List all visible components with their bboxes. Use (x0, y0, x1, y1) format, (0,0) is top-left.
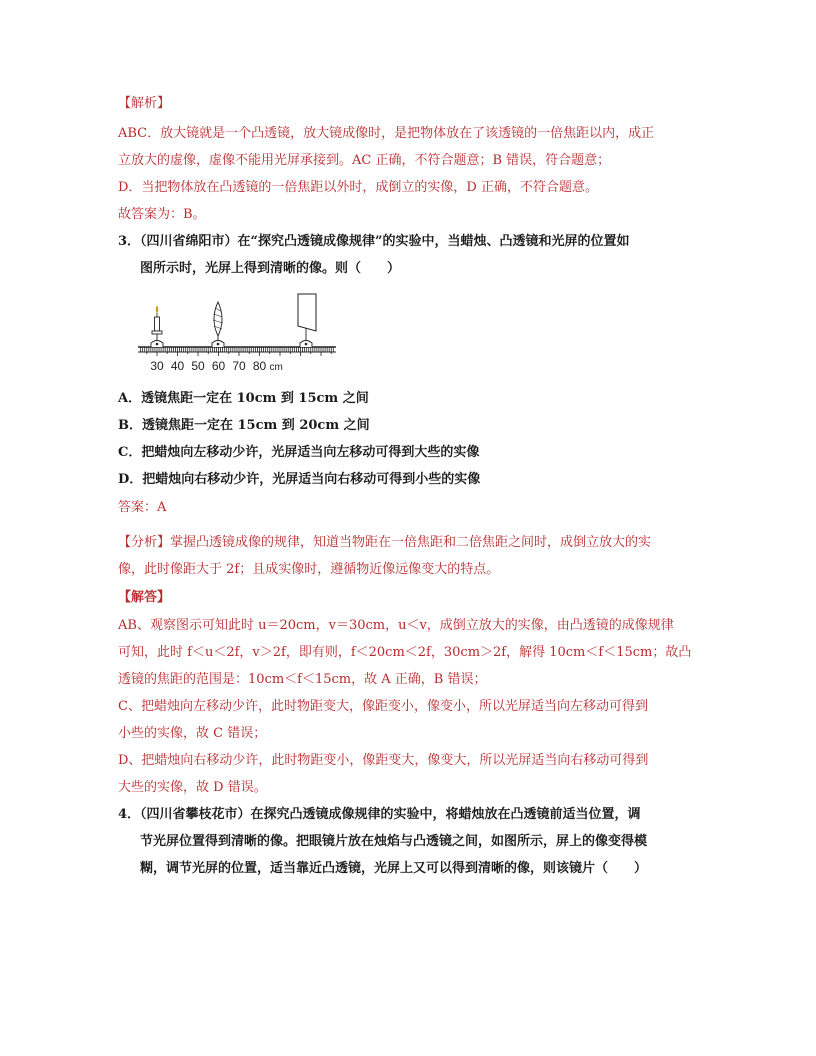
solution-line: 透镜的焦距的范围是：10cm＜f＜15cm，故 A 正确，B 错误； (118, 672, 487, 687)
option-d: D．把蜡烛向右移动少许，光屏适当向右移动可得到小些的实像 (118, 472, 481, 487)
solution-line: D、把蜡烛向右移动少许，此时物距变小，像距变大，像变大，所以光屏适当向右移动可得到 (118, 753, 649, 768)
question-4-stem: 4．（四川省攀枝花市）在探究凸透镜成像规律的实验中，将蜡烛放在凸透镜前适当位置，调 (118, 807, 641, 822)
answer-text: 答案：A (118, 500, 167, 515)
analysis-text-line: D．当把物体放在凸透镜的一倍焦距以外时，成倒立的实像，D 正确，不符合题意。 (118, 180, 598, 195)
solution-line: C、把蜡烛向左移动少许，此时物距变大，像距变小，像变小，所以光屏适当向左移动可得到 (118, 699, 648, 714)
ruler-label: 30 (150, 359, 164, 373)
ruler-ticks (141, 347, 334, 356)
option-c: C．把蜡烛向左移动少许，光屏适当向左移动可得到大些的实像 (118, 445, 480, 460)
optical-bench-diagram (136, 292, 336, 384)
analysis-line: 像，此时像距大于 2f；且成实像时，遵循物近像远像变大的特点。 (118, 562, 500, 577)
ruler-label: 50 (191, 359, 205, 373)
convex-lens (212, 302, 224, 347)
answer-text: 故答案为：B。 (118, 207, 206, 222)
light-screen (298, 294, 316, 347)
analysis-text-line: ABC．放大镜就是一个凸透镜，放大镜成像时，是把物体放在了该透镜的一倍焦距以内，成正 (118, 126, 655, 141)
section-heading-analysis: 【解析】 (118, 96, 171, 111)
option-b: B．透镜焦距一定在 15cm 到 20cm 之间 (118, 418, 370, 433)
analysis-text-line: 立放大的虚像，虚像不能用光屏承接到。AC 正确，不符合题意；B 错误，符合题意； (118, 153, 611, 168)
ruler-label: 60 (211, 359, 226, 373)
question-3-stem: 3．（四川省绵阳市）在“探究凸透镜成像规律”的实验中，当蜡烛、凸透镜和光屏的位置如 (118, 234, 630, 249)
analysis-line: 【分析】掌握凸透镜成像的规律，知道当物距在一倍焦距和二倍焦距之间时，成倒立放大的实 (118, 535, 652, 550)
candle (151, 306, 163, 347)
solution-line: 可知，此时 f＜u＜2f，v＞2f，即有则，f＜20cm＜2f，30cm＞2f，解得 10cm＜f＜15cm；故凸 (118, 645, 692, 660)
ruler-label: 40 (170, 359, 185, 373)
ruler-labels (150, 359, 283, 373)
ruler-label: 80 (252, 359, 267, 373)
solution-line: 小些的实像，故 C 错误； (118, 726, 267, 741)
ruler-unit: cm (269, 362, 283, 373)
ruler-label: 70 (232, 359, 246, 373)
question-4-stem-cont: 节光屏位置得到清晰的像。把眼镜片放在烛焰与凸透镜之间，如图所示，屏上的像变得模 (140, 834, 648, 849)
solution-heading: 【解答】 (118, 590, 171, 605)
question-3-stem-cont: 图所示时，光屏上得到清晰的像。则（ ） (140, 261, 401, 276)
solution-line: AB、观察图示可知此时 u＝20cm，v＝30cm，u＜v，成倒立放大的实像，由凸透镜的成像规律 (118, 618, 674, 633)
question-4-stem-cont: 糊，调节光屏的位置，适当靠近凸透镜，光屏上又可以得到清晰的像，则该镜片（ ） (140, 861, 648, 876)
option-a: A．透镜焦距一定在 10cm 到 15cm 之间 (118, 391, 369, 406)
solution-line: 大些的实像，故 D 错误。 (118, 780, 267, 795)
